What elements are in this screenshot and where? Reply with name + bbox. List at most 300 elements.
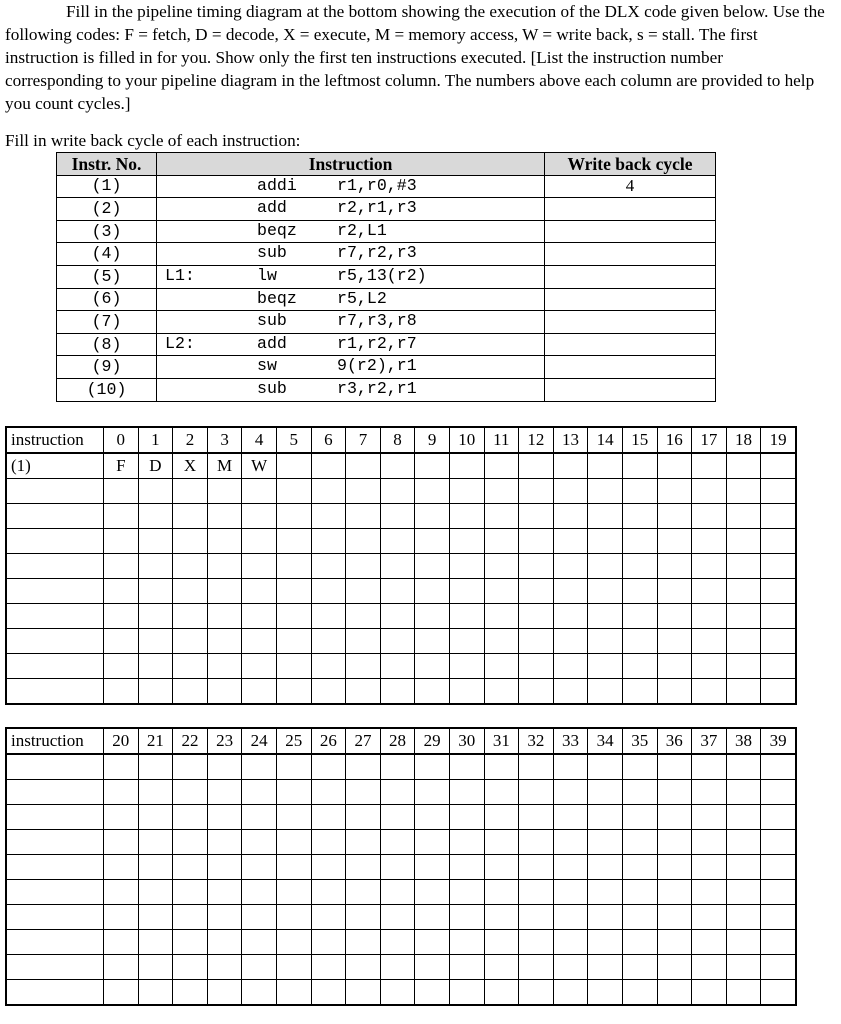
stage-cell[interactable] <box>588 805 623 830</box>
stage-cell[interactable] <box>449 905 484 930</box>
stage-cell[interactable] <box>519 980 554 1006</box>
stage-cell[interactable] <box>415 880 450 905</box>
stage-cell[interactable] <box>726 629 761 654</box>
stage-cell[interactable] <box>380 780 415 805</box>
stage-cell[interactable] <box>449 529 484 554</box>
stage-cell[interactable] <box>588 930 623 955</box>
stage-cell[interactable] <box>380 880 415 905</box>
stage-cell[interactable] <box>311 880 346 905</box>
stage-cell[interactable] <box>380 453 415 479</box>
stage-cell[interactable] <box>207 880 242 905</box>
stage-cell[interactable] <box>311 504 346 529</box>
stage-cell[interactable] <box>761 780 796 805</box>
stage-cell[interactable] <box>657 604 692 629</box>
stage-cell[interactable] <box>380 504 415 529</box>
stage-cell[interactable] <box>242 629 277 654</box>
stage-cell[interactable] <box>553 780 588 805</box>
stage-cell[interactable] <box>138 830 173 855</box>
stage-cell[interactable] <box>138 654 173 679</box>
stage-cell[interactable] <box>761 579 796 604</box>
stage-cell[interactable] <box>588 604 623 629</box>
stage-cell[interactable] <box>242 554 277 579</box>
stage-cell[interactable] <box>657 529 692 554</box>
stage-cell[interactable] <box>449 579 484 604</box>
stage-cell[interactable] <box>692 679 727 705</box>
stage-cell[interactable] <box>173 679 208 705</box>
stage-cell[interactable] <box>242 654 277 679</box>
stage-cell[interactable] <box>346 754 381 780</box>
stage-cell[interactable]: X <box>173 453 208 479</box>
stage-cell[interactable] <box>657 754 692 780</box>
stage-cell[interactable] <box>207 629 242 654</box>
stage-cell[interactable] <box>519 930 554 955</box>
stage-cell[interactable] <box>484 805 519 830</box>
stage-cell[interactable] <box>726 880 761 905</box>
stage-cell[interactable] <box>311 955 346 980</box>
stage-cell[interactable] <box>692 604 727 629</box>
stage-cell[interactable] <box>207 579 242 604</box>
stage-cell[interactable] <box>415 805 450 830</box>
stage-cell[interactable] <box>588 955 623 980</box>
stage-cell[interactable] <box>484 679 519 705</box>
stage-cell[interactable] <box>449 980 484 1006</box>
grid-instr-cell[interactable] <box>6 930 104 955</box>
grid-instr-cell[interactable] <box>6 604 104 629</box>
stage-cell[interactable] <box>276 955 311 980</box>
grid-instr-cell[interactable] <box>6 479 104 504</box>
stage-cell[interactable] <box>346 529 381 554</box>
grid-instr-cell[interactable] <box>6 905 104 930</box>
stage-cell[interactable] <box>726 579 761 604</box>
stage-cell[interactable] <box>622 955 657 980</box>
stage-cell[interactable] <box>207 604 242 629</box>
stage-cell[interactable] <box>484 529 519 554</box>
stage-cell[interactable] <box>657 629 692 654</box>
stage-cell[interactable] <box>553 629 588 654</box>
stage-cell[interactable] <box>207 654 242 679</box>
stage-cell[interactable] <box>104 479 139 504</box>
stage-cell[interactable] <box>519 780 554 805</box>
stage-cell[interactable] <box>276 980 311 1006</box>
stage-cell[interactable] <box>346 830 381 855</box>
stage-cell[interactable] <box>276 855 311 880</box>
stage-cell[interactable] <box>449 453 484 479</box>
stage-cell[interactable] <box>449 754 484 780</box>
stage-cell[interactable] <box>138 905 173 930</box>
stage-cell[interactable] <box>588 679 623 705</box>
stage-cell[interactable] <box>415 980 450 1006</box>
writeback-cycle-cell[interactable] <box>545 198 716 221</box>
stage-cell[interactable] <box>276 830 311 855</box>
stage-cell[interactable] <box>726 805 761 830</box>
stage-cell[interactable] <box>692 955 727 980</box>
stage-cell[interactable] <box>380 554 415 579</box>
stage-cell[interactable] <box>311 579 346 604</box>
stage-cell[interactable] <box>692 554 727 579</box>
stage-cell[interactable] <box>449 679 484 705</box>
stage-cell[interactable] <box>380 579 415 604</box>
stage-cell[interactable] <box>242 754 277 780</box>
grid-instr-cell[interactable] <box>6 504 104 529</box>
stage-cell[interactable] <box>415 930 450 955</box>
stage-cell[interactable] <box>346 905 381 930</box>
stage-cell[interactable] <box>276 930 311 955</box>
stage-cell[interactable] <box>242 830 277 855</box>
stage-cell[interactable] <box>138 529 173 554</box>
stage-cell[interactable] <box>449 504 484 529</box>
stage-cell[interactable] <box>173 930 208 955</box>
stage-cell[interactable] <box>622 654 657 679</box>
stage-cell[interactable] <box>657 805 692 830</box>
stage-cell[interactable] <box>207 930 242 955</box>
stage-cell[interactable] <box>346 679 381 705</box>
writeback-cycle-cell[interactable]: 4 <box>545 175 716 198</box>
stage-cell[interactable] <box>692 654 727 679</box>
stage-cell[interactable] <box>484 855 519 880</box>
stage-cell[interactable] <box>519 805 554 830</box>
stage-cell[interactable]: D <box>138 453 173 479</box>
stage-cell[interactable] <box>622 780 657 805</box>
stage-cell[interactable] <box>173 504 208 529</box>
stage-cell[interactable] <box>519 654 554 679</box>
stage-cell[interactable] <box>588 504 623 529</box>
stage-cell[interactable] <box>657 880 692 905</box>
stage-cell[interactable] <box>588 980 623 1006</box>
stage-cell[interactable] <box>588 754 623 780</box>
stage-cell[interactable] <box>415 629 450 654</box>
stage-cell[interactable] <box>449 629 484 654</box>
stage-cell[interactable] <box>726 955 761 980</box>
stage-cell[interactable] <box>553 529 588 554</box>
stage-cell[interactable] <box>380 654 415 679</box>
stage-cell[interactable] <box>173 654 208 679</box>
stage-cell[interactable] <box>657 453 692 479</box>
stage-cell[interactable] <box>276 529 311 554</box>
stage-cell[interactable] <box>173 955 208 980</box>
stage-cell[interactable] <box>138 930 173 955</box>
stage-cell[interactable] <box>380 604 415 629</box>
writeback-cycle-cell[interactable] <box>545 265 716 288</box>
stage-cell[interactable] <box>380 980 415 1006</box>
stage-cell[interactable] <box>242 855 277 880</box>
stage-cell[interactable] <box>276 453 311 479</box>
stage-cell[interactable] <box>484 754 519 780</box>
stage-cell[interactable] <box>173 780 208 805</box>
stage-cell[interactable] <box>104 980 139 1006</box>
writeback-cycle-cell[interactable] <box>545 378 716 401</box>
stage-cell[interactable] <box>207 554 242 579</box>
stage-cell[interactable] <box>415 855 450 880</box>
stage-cell[interactable] <box>242 805 277 830</box>
stage-cell[interactable] <box>346 554 381 579</box>
stage-cell[interactable] <box>622 754 657 780</box>
stage-cell[interactable] <box>622 679 657 705</box>
stage-cell[interactable] <box>311 654 346 679</box>
stage-cell[interactable] <box>553 830 588 855</box>
stage-cell[interactable] <box>346 579 381 604</box>
stage-cell[interactable] <box>692 754 727 780</box>
stage-cell[interactable] <box>484 955 519 980</box>
stage-cell[interactable] <box>449 930 484 955</box>
stage-cell[interactable] <box>242 905 277 930</box>
stage-cell[interactable] <box>657 504 692 529</box>
stage-cell[interactable] <box>519 880 554 905</box>
stage-cell[interactable] <box>553 579 588 604</box>
stage-cell[interactable] <box>104 930 139 955</box>
grid-instr-cell[interactable] <box>6 830 104 855</box>
stage-cell[interactable] <box>692 880 727 905</box>
stage-cell[interactable] <box>173 554 208 579</box>
stage-cell[interactable] <box>519 504 554 529</box>
stage-cell[interactable] <box>657 955 692 980</box>
stage-cell[interactable] <box>657 654 692 679</box>
stage-cell[interactable] <box>553 604 588 629</box>
stage-cell[interactable] <box>692 504 727 529</box>
stage-cell[interactable] <box>138 579 173 604</box>
stage-cell[interactable] <box>380 830 415 855</box>
stage-cell[interactable] <box>484 654 519 679</box>
stage-cell[interactable] <box>276 579 311 604</box>
stage-cell[interactable] <box>657 930 692 955</box>
stage-cell[interactable] <box>761 504 796 529</box>
stage-cell[interactable] <box>276 880 311 905</box>
stage-cell[interactable] <box>138 780 173 805</box>
stage-cell[interactable] <box>380 754 415 780</box>
stage-cell[interactable] <box>104 780 139 805</box>
stage-cell[interactable] <box>415 679 450 705</box>
stage-cell[interactable] <box>622 855 657 880</box>
stage-cell[interactable] <box>173 805 208 830</box>
grid-instr-cell[interactable] <box>6 805 104 830</box>
stage-cell[interactable] <box>138 754 173 780</box>
stage-cell[interactable] <box>588 479 623 504</box>
stage-cell[interactable] <box>346 930 381 955</box>
stage-cell[interactable] <box>622 453 657 479</box>
grid-instr-cell[interactable] <box>6 629 104 654</box>
stage-cell[interactable] <box>484 504 519 529</box>
stage-cell[interactable] <box>311 980 346 1006</box>
stage-cell[interactable] <box>588 830 623 855</box>
stage-cell[interactable] <box>761 880 796 905</box>
stage-cell[interactable] <box>207 905 242 930</box>
stage-cell[interactable] <box>346 654 381 679</box>
stage-cell[interactable] <box>242 479 277 504</box>
stage-cell[interactable] <box>657 554 692 579</box>
stage-cell[interactable] <box>415 830 450 855</box>
stage-cell[interactable] <box>449 880 484 905</box>
stage-cell[interactable] <box>449 955 484 980</box>
stage-cell[interactable] <box>761 930 796 955</box>
stage-cell[interactable] <box>726 830 761 855</box>
stage-cell[interactable] <box>588 780 623 805</box>
stage-cell[interactable] <box>761 654 796 679</box>
stage-cell[interactable] <box>276 805 311 830</box>
stage-cell[interactable] <box>138 955 173 980</box>
stage-cell[interactable] <box>692 830 727 855</box>
stage-cell[interactable] <box>761 479 796 504</box>
stage-cell[interactable] <box>380 479 415 504</box>
stage-cell[interactable] <box>380 905 415 930</box>
stage-cell[interactable] <box>276 780 311 805</box>
stage-cell[interactable] <box>104 654 139 679</box>
stage-cell[interactable] <box>104 905 139 930</box>
stage-cell[interactable] <box>104 880 139 905</box>
grid-instr-cell[interactable] <box>6 554 104 579</box>
stage-cell[interactable] <box>346 980 381 1006</box>
stage-cell[interactable] <box>415 754 450 780</box>
stage-cell[interactable] <box>622 504 657 529</box>
stage-cell[interactable] <box>207 754 242 780</box>
stage-cell[interactable] <box>346 504 381 529</box>
stage-cell[interactable] <box>553 880 588 905</box>
stage-cell[interactable] <box>692 855 727 880</box>
stage-cell[interactable] <box>553 930 588 955</box>
stage-cell[interactable] <box>692 529 727 554</box>
stage-cell[interactable] <box>692 980 727 1006</box>
stage-cell[interactable] <box>104 554 139 579</box>
stage-cell[interactable] <box>761 980 796 1006</box>
stage-cell[interactable] <box>242 955 277 980</box>
stage-cell[interactable] <box>657 579 692 604</box>
grid-instr-cell[interactable] <box>6 855 104 880</box>
stage-cell[interactable] <box>415 479 450 504</box>
stage-cell[interactable] <box>138 805 173 830</box>
stage-cell[interactable] <box>449 855 484 880</box>
stage-cell[interactable] <box>242 980 277 1006</box>
stage-cell[interactable] <box>761 830 796 855</box>
stage-cell[interactable] <box>519 830 554 855</box>
stage-cell[interactable] <box>484 980 519 1006</box>
stage-cell[interactable] <box>380 955 415 980</box>
stage-cell[interactable] <box>761 805 796 830</box>
stage-cell[interactable] <box>311 479 346 504</box>
stage-cell[interactable] <box>311 554 346 579</box>
stage-cell[interactable] <box>276 504 311 529</box>
stage-cell[interactable] <box>276 905 311 930</box>
stage-cell[interactable] <box>519 754 554 780</box>
stage-cell[interactable] <box>553 479 588 504</box>
stage-cell[interactable] <box>588 554 623 579</box>
stage-cell[interactable] <box>104 579 139 604</box>
stage-cell[interactable] <box>242 504 277 529</box>
stage-cell[interactable] <box>311 629 346 654</box>
stage-cell[interactable] <box>380 855 415 880</box>
stage-cell[interactable] <box>311 930 346 955</box>
stage-cell[interactable] <box>553 654 588 679</box>
stage-cell[interactable] <box>726 604 761 629</box>
stage-cell[interactable] <box>519 855 554 880</box>
stage-cell[interactable] <box>242 930 277 955</box>
stage-cell[interactable] <box>207 980 242 1006</box>
stage-cell[interactable] <box>346 955 381 980</box>
stage-cell[interactable] <box>346 479 381 504</box>
stage-cell[interactable] <box>138 504 173 529</box>
stage-cell[interactable] <box>380 679 415 705</box>
stage-cell[interactable] <box>484 554 519 579</box>
stage-cell[interactable] <box>657 855 692 880</box>
stage-cell[interactable] <box>346 855 381 880</box>
stage-cell[interactable] <box>622 554 657 579</box>
stage-cell[interactable] <box>588 453 623 479</box>
grid-instr-cell[interactable] <box>6 880 104 905</box>
stage-cell[interactable] <box>104 754 139 780</box>
stage-cell[interactable] <box>657 479 692 504</box>
stage-cell[interactable] <box>761 679 796 705</box>
stage-cell[interactable] <box>622 830 657 855</box>
stage-cell[interactable] <box>553 905 588 930</box>
stage-cell[interactable] <box>622 604 657 629</box>
stage-cell[interactable] <box>657 980 692 1006</box>
stage-cell[interactable] <box>449 780 484 805</box>
stage-cell[interactable] <box>242 529 277 554</box>
stage-cell[interactable] <box>519 905 554 930</box>
stage-cell[interactable] <box>104 830 139 855</box>
stage-cell[interactable] <box>553 554 588 579</box>
stage-cell[interactable] <box>207 780 242 805</box>
stage-cell[interactable] <box>519 679 554 705</box>
writeback-cycle-cell[interactable] <box>545 356 716 379</box>
grid-instr-cell[interactable] <box>6 780 104 805</box>
stage-cell[interactable] <box>622 880 657 905</box>
stage-cell[interactable] <box>173 905 208 930</box>
stage-cell[interactable] <box>173 880 208 905</box>
stage-cell[interactable] <box>484 930 519 955</box>
stage-cell[interactable] <box>761 855 796 880</box>
stage-cell[interactable] <box>173 579 208 604</box>
stage-cell[interactable] <box>138 880 173 905</box>
stage-cell[interactable]: W <box>242 453 277 479</box>
grid-instr-cell[interactable] <box>6 654 104 679</box>
stage-cell[interactable] <box>311 855 346 880</box>
stage-cell[interactable] <box>657 780 692 805</box>
stage-cell[interactable] <box>415 780 450 805</box>
stage-cell[interactable] <box>622 905 657 930</box>
stage-cell[interactable] <box>207 955 242 980</box>
stage-cell[interactable] <box>761 629 796 654</box>
stage-cell[interactable] <box>449 805 484 830</box>
stage-cell[interactable] <box>692 579 727 604</box>
stage-cell[interactable] <box>726 453 761 479</box>
stage-cell[interactable] <box>104 805 139 830</box>
stage-cell[interactable] <box>622 980 657 1006</box>
stage-cell[interactable] <box>311 529 346 554</box>
grid-instr-cell[interactable] <box>6 980 104 1006</box>
stage-cell[interactable] <box>173 980 208 1006</box>
stage-cell[interactable] <box>242 679 277 705</box>
stage-cell[interactable] <box>622 629 657 654</box>
stage-cell[interactable] <box>484 830 519 855</box>
stage-cell[interactable] <box>207 855 242 880</box>
grid-instr-cell[interactable] <box>6 579 104 604</box>
stage-cell[interactable] <box>692 780 727 805</box>
writeback-cycle-cell[interactable] <box>545 220 716 243</box>
grid-instr-cell[interactable] <box>6 754 104 780</box>
stage-cell[interactable] <box>346 604 381 629</box>
writeback-cycle-cell[interactable] <box>545 333 716 356</box>
stage-cell[interactable] <box>657 905 692 930</box>
stage-cell[interactable] <box>484 905 519 930</box>
stage-cell[interactable] <box>484 579 519 604</box>
stage-cell[interactable] <box>138 479 173 504</box>
stage-cell[interactable] <box>276 654 311 679</box>
stage-cell[interactable] <box>311 679 346 705</box>
stage-cell[interactable] <box>657 679 692 705</box>
stage-cell[interactable] <box>553 955 588 980</box>
stage-cell[interactable] <box>138 629 173 654</box>
stage-cell[interactable] <box>553 453 588 479</box>
stage-cell[interactable] <box>173 629 208 654</box>
stage-cell[interactable] <box>449 479 484 504</box>
